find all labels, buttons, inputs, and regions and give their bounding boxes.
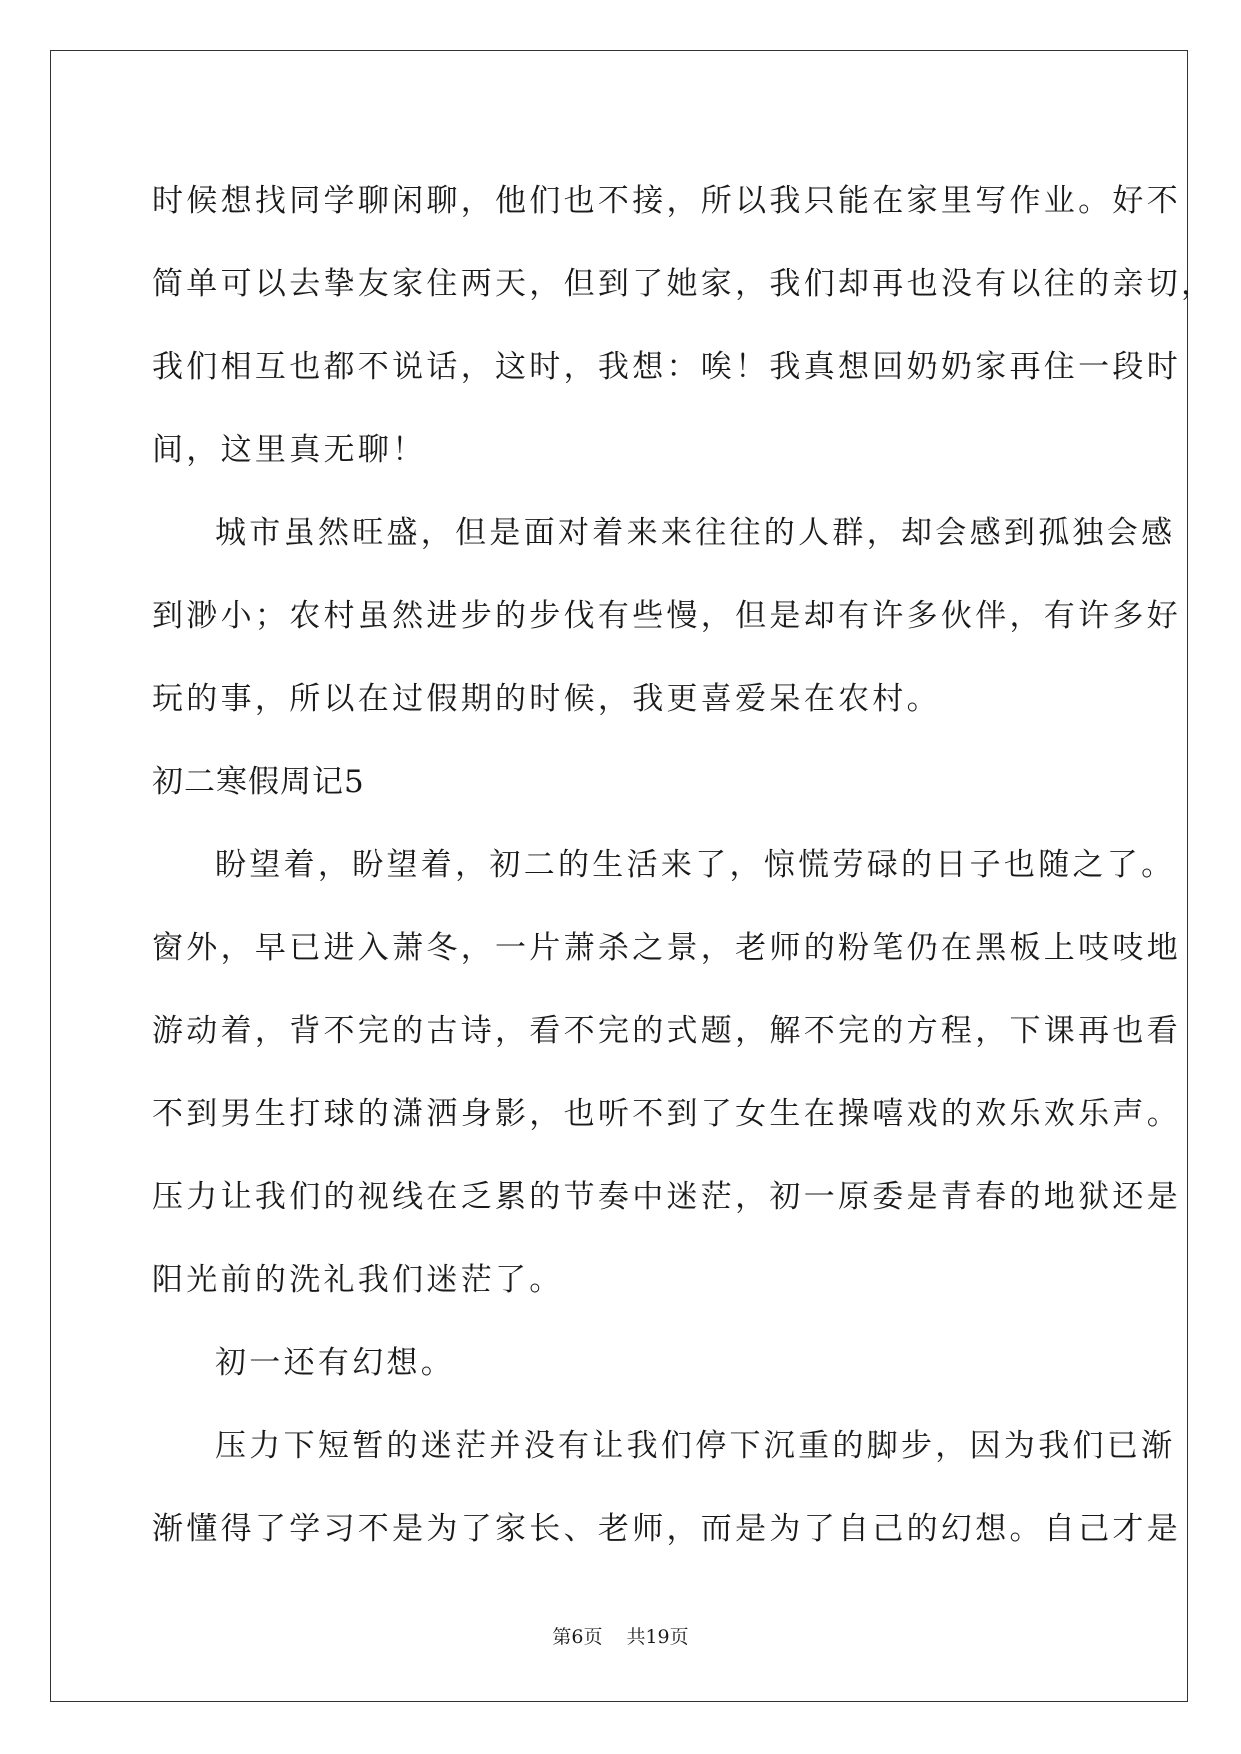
text-line: 我们相互也都不说话，这时，我想：唉！我真想回奶奶家再住一段时 [152,349,1181,385]
text-line: 间，这里真无聊！ [152,432,427,468]
text-line: 窗外，早已进入萧冬，一片萧杀之景，老师的粉笔仍在黑板上吱吱地 [152,930,1181,966]
page-footer [0,1622,1241,1649]
text-line: 游动着，背不完的古诗，看不完的式题，解不完的方程，下课再也看 [152,1013,1181,1049]
text-line: 玩的事，所以在过假期的时候，我更喜爱呆在农村。 [152,681,941,717]
document-body [152,160,1216,1571]
text-line: 渐懂得了学习不是为了家长、老师，而是为了自己的幻想。自己才是 [152,1511,1181,1547]
page-number: 第6页 [552,1626,603,1648]
text-line: 时候想找同学聊闲聊，他们也不接，所以我只能在家里写作业。好不 [152,183,1181,219]
text-line: 阳光前的洗礼我们迷茫了。 [152,1262,564,1298]
text-line: 简单可以去挚友家住两天，但到了她家，我们却再也没有以往的亲切， [152,266,1216,302]
text-line: 压力让我们的视线在乏累的节奏中迷茫，初一原委是青春的地狱还是 [152,1179,1181,1215]
text-line: 到渺小；农村虽然进步的步伐有些慢，但是却有许多伙伴，有许多好 [152,598,1181,634]
paragraph-start-line: 压力下短暂的迷茫并没有让我们停下沉重的脚步，因为我们已渐 [215,1428,1176,1464]
paragraph-start-line: 盼望着，盼望着，初二的生活来了，惊慌劳碌的日子也随之了。 [215,847,1176,883]
paragraph-start-line: 初一还有幻想。 [215,1345,456,1381]
section-heading: 初二寒假周记5 [152,764,365,800]
paragraph-start-line: 城市虽然旺盛，但是面对着来来往往的人群，却会感到孤独会感 [215,515,1176,551]
page-total: 共19页 [626,1626,689,1648]
text-line: 不到男生打球的潇洒身影，也听不到了女生在操嘻戏的欢乐欢乐声。 [152,1096,1181,1132]
